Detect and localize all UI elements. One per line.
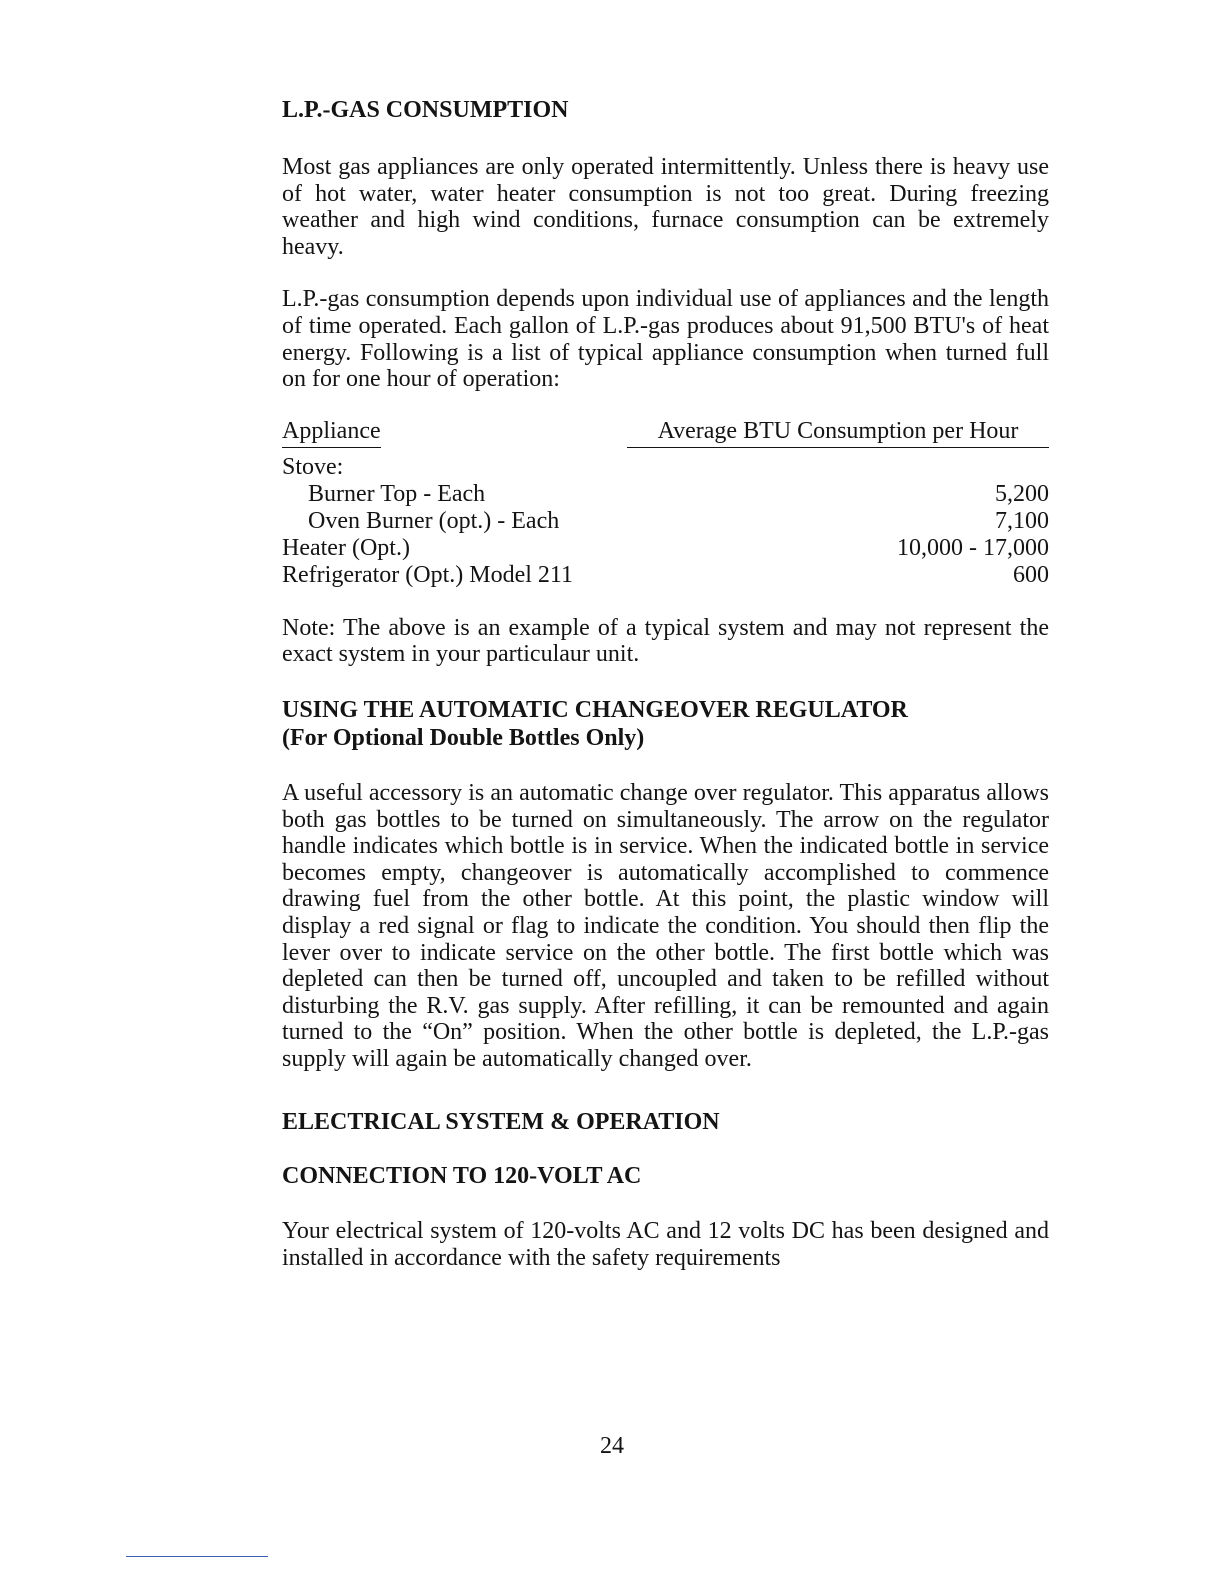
row-label: Stove: [282,453,344,480]
paragraph-lp-gas-consumption: L.P.-gas consumption depends upon individual use of appliances and the length of time operated. Each gallon of L.P.-gas produces about 91,500 BTU's of heat energy. Following is a list of typical appliance consumption when turned full on for one hour of operation: [282,286,1049,393]
table-row [282,454,1049,481]
row-value: 7,100 [995,507,1049,534]
table-row [282,562,1049,589]
footnote-divider [126,1556,268,1557]
column-header-btu-consumption: Average BTU Consumption per Hour [627,417,1049,448]
table-row [282,508,1049,535]
paragraph-note: Note: The above is an example of a typical system and may not represent the exact system in your particulaur unit. [282,614,1049,668]
subheading-double-bottles: (For Optional Double Bottles Only) [282,724,645,751]
table-header [282,417,1049,448]
page-content [282,96,1049,1272]
table-row [282,481,1049,508]
paragraph-gas-appliances: Most gas appliances are only operated intermittently. Unless there is heavy use of hot water, water heater consumption is not too great. During freezing weather and high wind conditions, furnace consumption can be extremely heavy. [282,154,1049,260]
page-number: 24 [600,1433,624,1459]
column-header-appliance: Appliance [282,417,381,448]
heading-connection-120-volt: CONNECTION TO 120-VOLT AC [282,1163,642,1190]
consumption-table [282,454,1049,589]
paragraph-electrical-system: Your electrical system of 120-volts AC and 12 volts DC has been designed and installed in accordance with the safety requirements [282,1218,1049,1272]
heading-electrical-system: ELECTRICAL SYSTEM & OPERATION [282,1109,720,1136]
heading-automatic-changeover-regulator: USING THE AUTOMATIC CHANGEOVER REGULATOR [282,696,908,723]
paragraph-changeover-regulator: A useful accessory is an automatic change over regulator. This apparatus allows both gas bottles to be turned on simultaneously. The arrow on the regulator handle indicates which bottle is in service. When the indicated bottle in service becomes empty, changeover is automatically accomplished to commence drawing fuel from the other bottle. At this point, the plastic window will display a red signal or flag to indicate the condition. You should then flip the lever over to indicate service on the other bottle. The first bottle which was depleted can then be turned off, uncoupled and taken to be refilled without disturbing the R.V. gas supply. After refilling, it can be remounted and again turned to the “On” position. When the other bottle is depleted, the L.P.-gas supply will again be automatically changed over. [282,779,1049,1072]
row-value: 600 [1013,561,1049,588]
row-label: Refrigerator (Opt.) Model 211 [282,561,574,588]
row-label: Heater (Opt.) [282,534,410,561]
row-label: Oven Burner (opt.) - Each [308,507,560,534]
row-label: Burner Top - Each [308,480,486,507]
heading-lp-gas-consumption: L.P.-GAS CONSUMPTION [282,97,569,123]
table-row [282,535,1049,562]
row-value: 5,200 [995,480,1049,507]
row-value: 10,000 - 17,000 [897,534,1049,561]
